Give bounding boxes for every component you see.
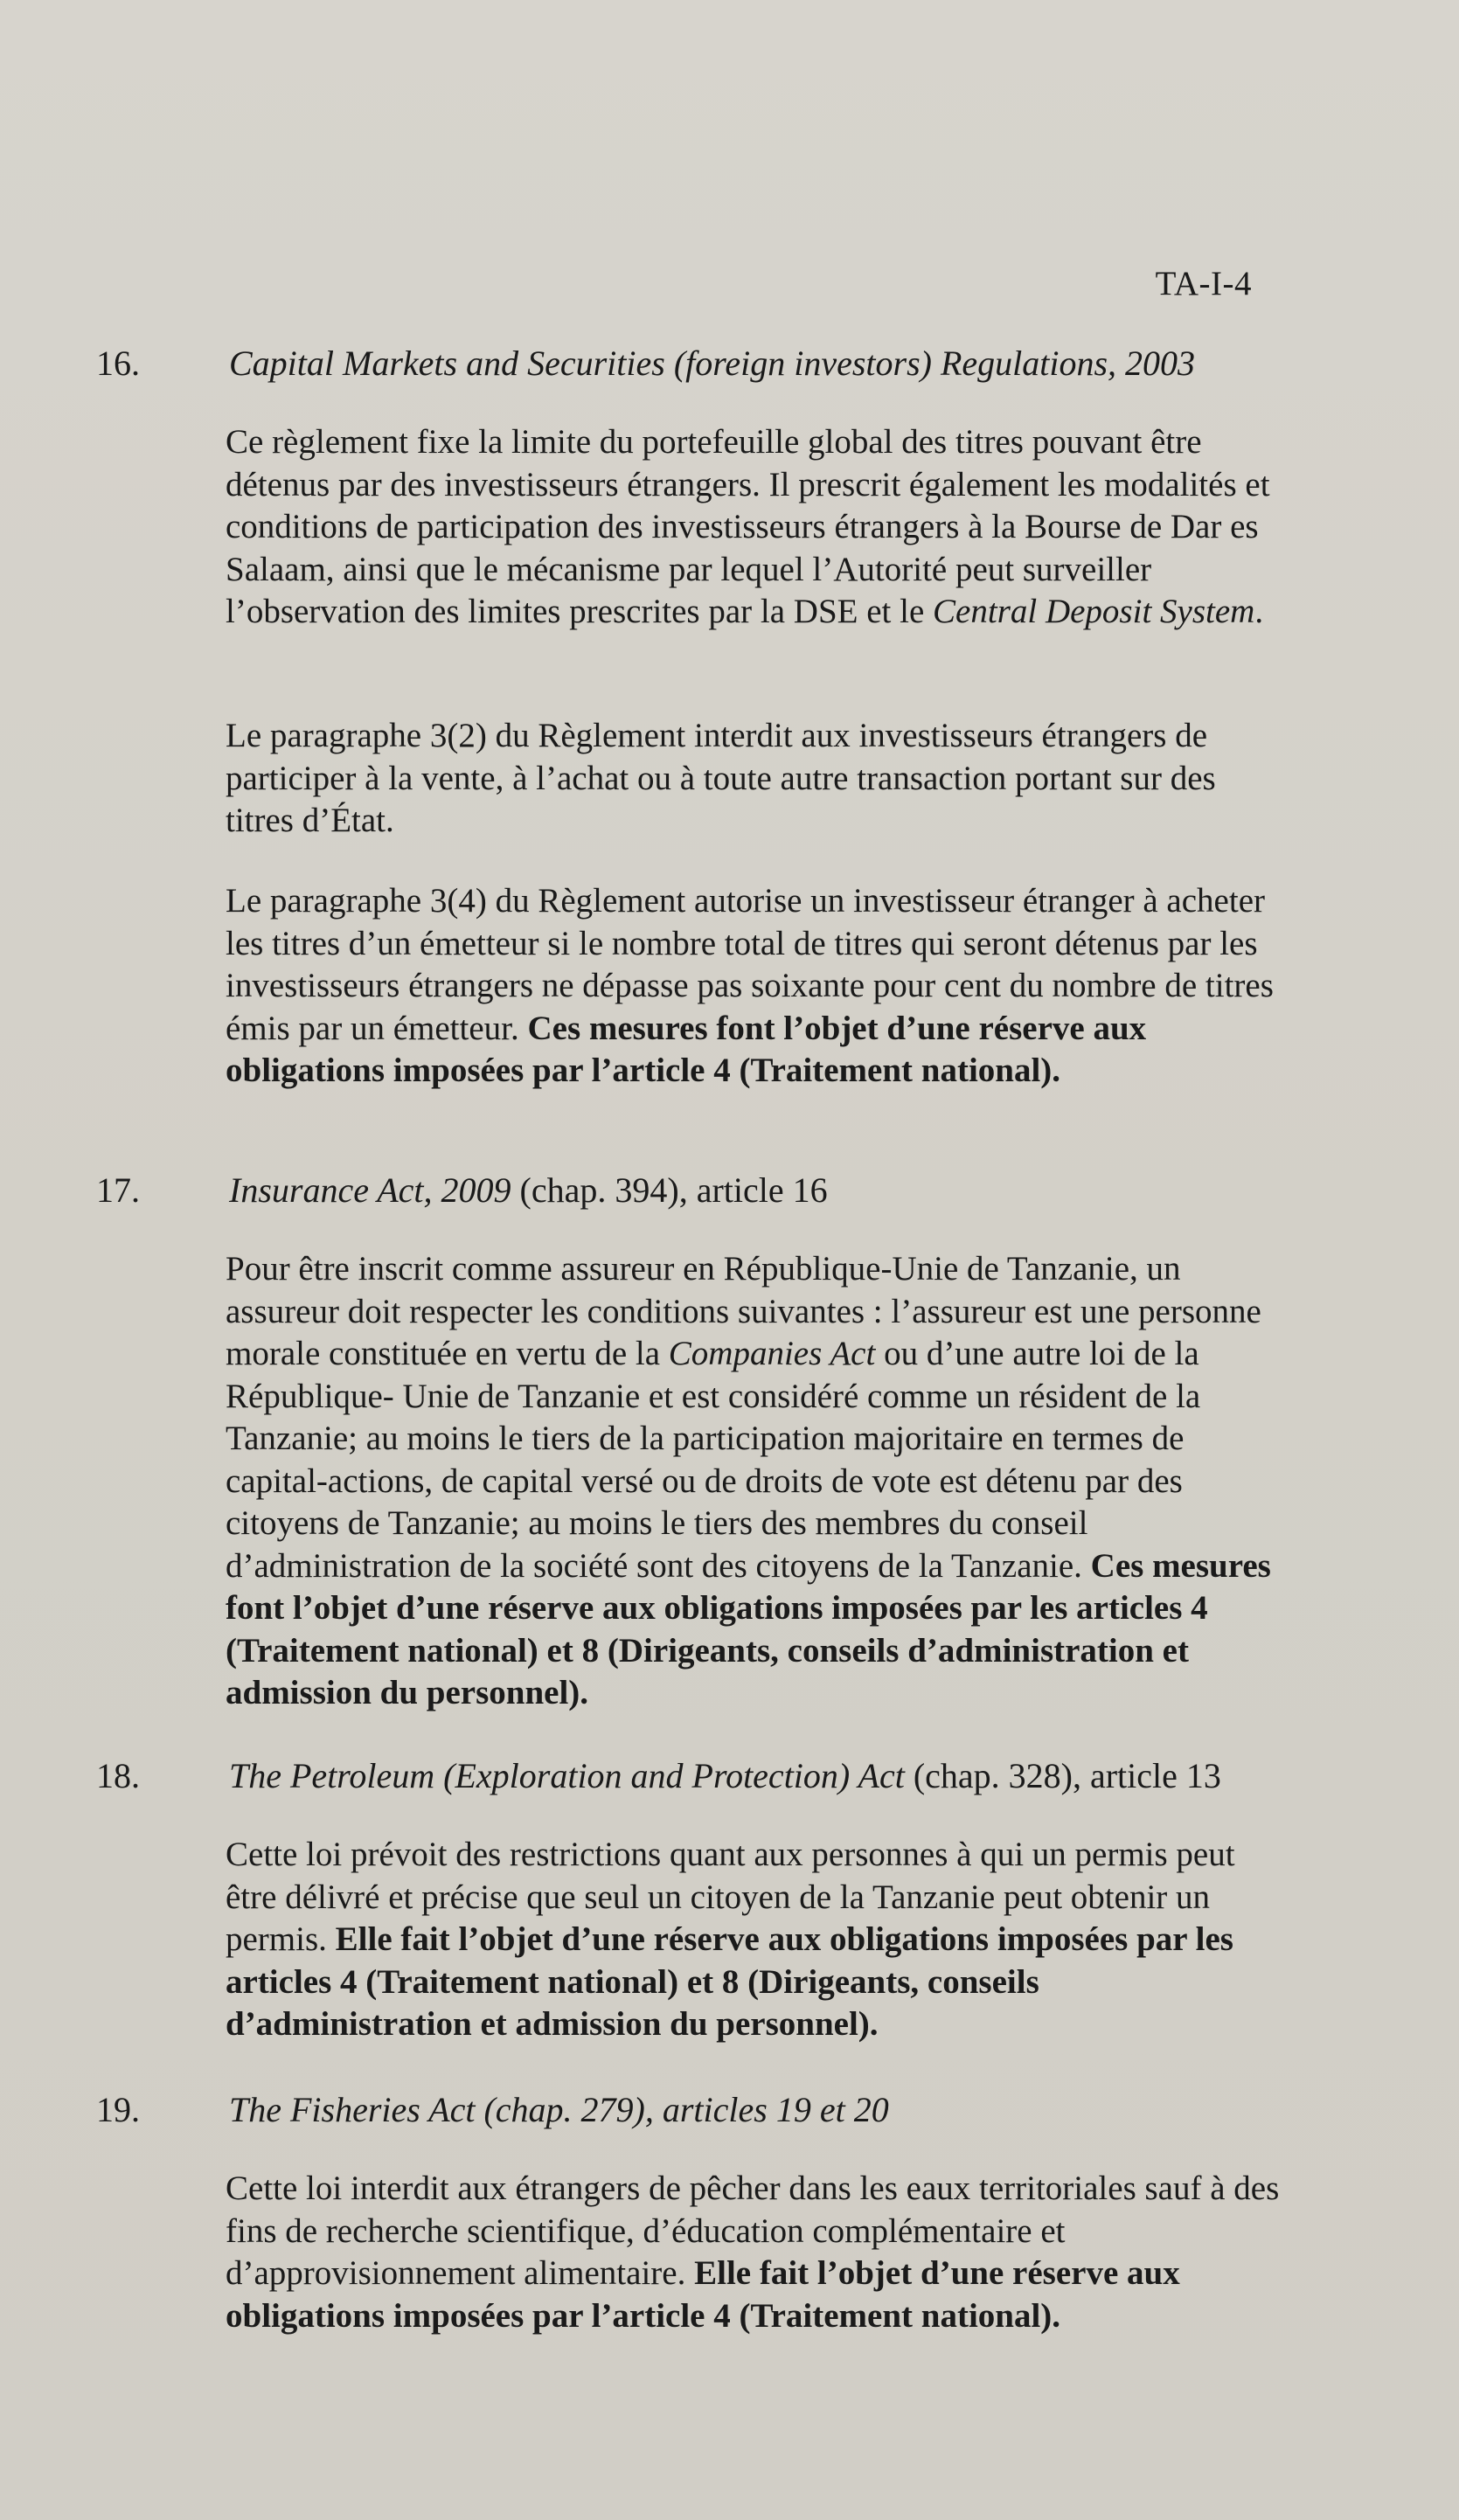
- paragraph-text: Cette loi interdit aux étrangers de pêcher dans les eaux territoriales sauf à des fins de recherche scientifique, d’éducation complémentaire et d’approvisionnement alimentaire.: [226, 2169, 1280, 2292]
- entry-title: [229, 2089, 889, 2130]
- reservation-statement: Elle fait l’objet d’une réserve aux obligations imposées par l’article 4 (Traitement national).: [226, 2254, 1180, 2335]
- paragraph-text: Le paragraphe 3(4) du Règlement autorise un investisseur étranger à acheter les titres d’un émetteur si le nombre total de titres qui seront détenus par les investisseurs étrangers ne dépasse pas soixante pour cent du nombre de titres émis par un émetteur.: [226, 882, 1274, 1047]
- reservation-statement: Ces mesures font l’objet d’une réserve aux obligations imposées par les articles 4 (Traitement national) et 8 (Dirigeants, conseils d’administration et admission du personnel).: [226, 1546, 1271, 1711]
- entry-title-italic: The Fisheries Act (chap. 279), articles 19 et 20: [229, 2090, 889, 2129]
- entry-number: 19.: [96, 2090, 140, 2129]
- paragraph: [226, 715, 1292, 843]
- paragraph: [226, 2168, 1292, 2337]
- paragraph-text: ou d’une autre loi de la République- Unie de Tanzanie et est considéré comme un résident de la Tanzanie; au moins le tiers de la participation majoritaire en termes de capital-actions, de capital versé ou de droits de vote est détenu par des citoyens de Tanzanie; au moins le tiers des membres du conseil d’administration de la société sont des citoyens de la Tanzanie.: [226, 1335, 1201, 1585]
- paragraph: [226, 421, 1292, 634]
- entry-number: 18.: [96, 1756, 140, 1795]
- entry-title: [229, 1755, 1221, 1796]
- paragraph: [226, 1248, 1292, 1715]
- reservation-statement: Ces mesures font l’objet d’une réserve aux obligations imposées par l’article 4 (Traitement national).: [226, 1009, 1147, 1089]
- entry-title-italic: Capital Markets and Securities (foreign investors) Regulations, 2003: [229, 344, 1196, 383]
- entry-number: 16.: [96, 344, 140, 383]
- paragraph-italic: Central Deposit System: [933, 593, 1255, 630]
- paragraph-text: Le paragraphe 3(2) du Règlement interdit aux investisseurs étrangers de participer à la vente, à l’achat ou à toute autre transaction portant sur des titres d’État.: [226, 717, 1216, 839]
- entry-number: 17.: [96, 1170, 140, 1210]
- paragraph: [226, 1834, 1292, 2046]
- entry-title: [229, 1170, 828, 1211]
- paragraph: [226, 880, 1292, 1093]
- paragraph-text: Pour être inscrit comme assureur en République-Unie de Tanzanie, un assureur doit respecter les conditions suivantes : l’assureur est une personne morale constituée en vertu de la: [226, 1250, 1261, 1372]
- entry-title-plain: (chap. 328), article 13: [904, 1756, 1221, 1795]
- entry-title: [229, 343, 1195, 384]
- entry-title-italic: Insurance Act, 2009: [229, 1170, 511, 1210]
- entry-title-italic: The Petroleum (Exploration and Protection) Act: [229, 1756, 905, 1795]
- paragraph-text: Cette loi prévoit des restrictions quant aux personnes à qui un permis peut être délivré et précise que seul un citoyen de la Tanzanie peut obtenir un permis.: [226, 1836, 1235, 1958]
- reservation-statement: Elle fait l’objet d’une réserve aux obligations imposées par les articles 4 (Traitement national) et 8 (Dirigeants, conseils d’administration et admission du personnel).: [226, 1920, 1233, 2043]
- paragraph-italic: Companies Act: [668, 1335, 876, 1372]
- page-code: TA-I-4: [1155, 265, 1252, 302]
- entry-title-plain: (chap. 394), article 16: [511, 1170, 828, 1210]
- paragraph-text-end: .: [1254, 593, 1264, 630]
- paragraph-text: Ce règlement fixe la limite du portefeuille global des titres pouvant être détenus par des investisseurs étrangers. Il prescrit également les modalités et conditions de participation des investisseurs étrangers à la Bourse de Dar es Salaam, ainsi que le mécanisme par lequel l’Autorité peut surveiller l’observation des limites prescrites par la DSE et le: [226, 423, 1270, 630]
